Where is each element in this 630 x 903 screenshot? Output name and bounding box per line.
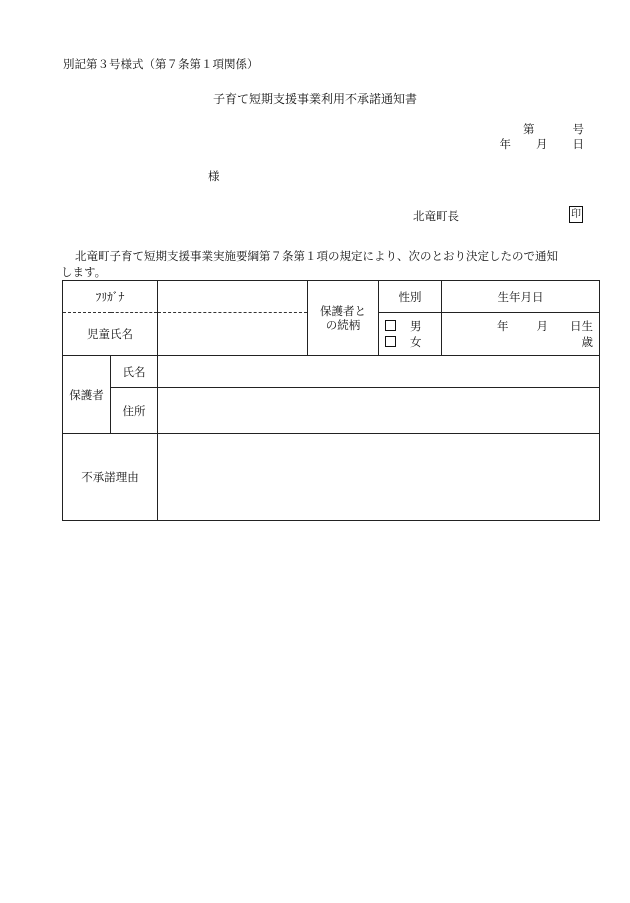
document-number (523, 121, 584, 137)
male-checkbox[interactable] (385, 320, 396, 331)
relation-label-line1: 保護者と (320, 304, 366, 318)
birth-label: 生年月日 (442, 281, 600, 313)
addressee-suffix: 様 (208, 169, 220, 183)
date-year: 年 (499, 137, 511, 151)
child-name-label: 児童氏名 (63, 313, 158, 356)
birth-year-unit: 年 (497, 319, 509, 333)
birth-day-unit: 日生 (570, 319, 593, 333)
seal-mark: 印 (569, 206, 583, 223)
guardian-name-label: 氏名 (111, 356, 158, 388)
age-unit: 歳 (581, 335, 593, 349)
furigana-label: ﾌﾘｶﾞﾅ (63, 281, 158, 313)
sex-options (379, 313, 442, 356)
guardian-address-label: 住所 (111, 388, 158, 434)
furigana-field[interactable] (158, 281, 308, 313)
child-name-field[interactable] (158, 313, 308, 356)
document-title: 子育て短期支援事業利用不承諾通知書 (212, 92, 417, 106)
issuer-name: 北竜町長 (413, 209, 459, 223)
female-label: 女 (410, 335, 422, 349)
issue-date (500, 136, 585, 152)
guardian-label: 保護者 (63, 356, 111, 434)
number-suffix: 号 (572, 122, 584, 136)
female-option[interactable] (385, 334, 441, 350)
birth-month-unit: 月 (536, 319, 548, 333)
date-day: 日 (572, 137, 584, 151)
notice-body-line2: します。 (61, 265, 107, 279)
guardian-name-field[interactable] (158, 356, 600, 388)
date-month: 月 (536, 137, 548, 151)
notice-body (63, 248, 593, 280)
female-checkbox[interactable] (385, 336, 396, 347)
child-info-table (62, 280, 600, 521)
relation-label (308, 281, 379, 356)
reason-field[interactable] (158, 434, 600, 521)
male-option[interactable] (385, 318, 441, 334)
male-label: 男 (410, 319, 422, 333)
sex-label: 性別 (379, 281, 442, 313)
guardian-address-field[interactable] (158, 388, 600, 434)
form-label: 別記第３号様式（第７条第１項関係） (63, 57, 259, 71)
reason-label: 不承諾理由 (63, 434, 158, 521)
number-prefix: 第 (523, 122, 535, 136)
notice-body-line1: 北竜町子育て短期支援事業実施要綱第７条第１項の規定により、次のとおり決定したので通知 (75, 249, 558, 263)
relation-label-line2: の続柄 (325, 318, 361, 332)
birth-date-field[interactable] (442, 313, 600, 356)
